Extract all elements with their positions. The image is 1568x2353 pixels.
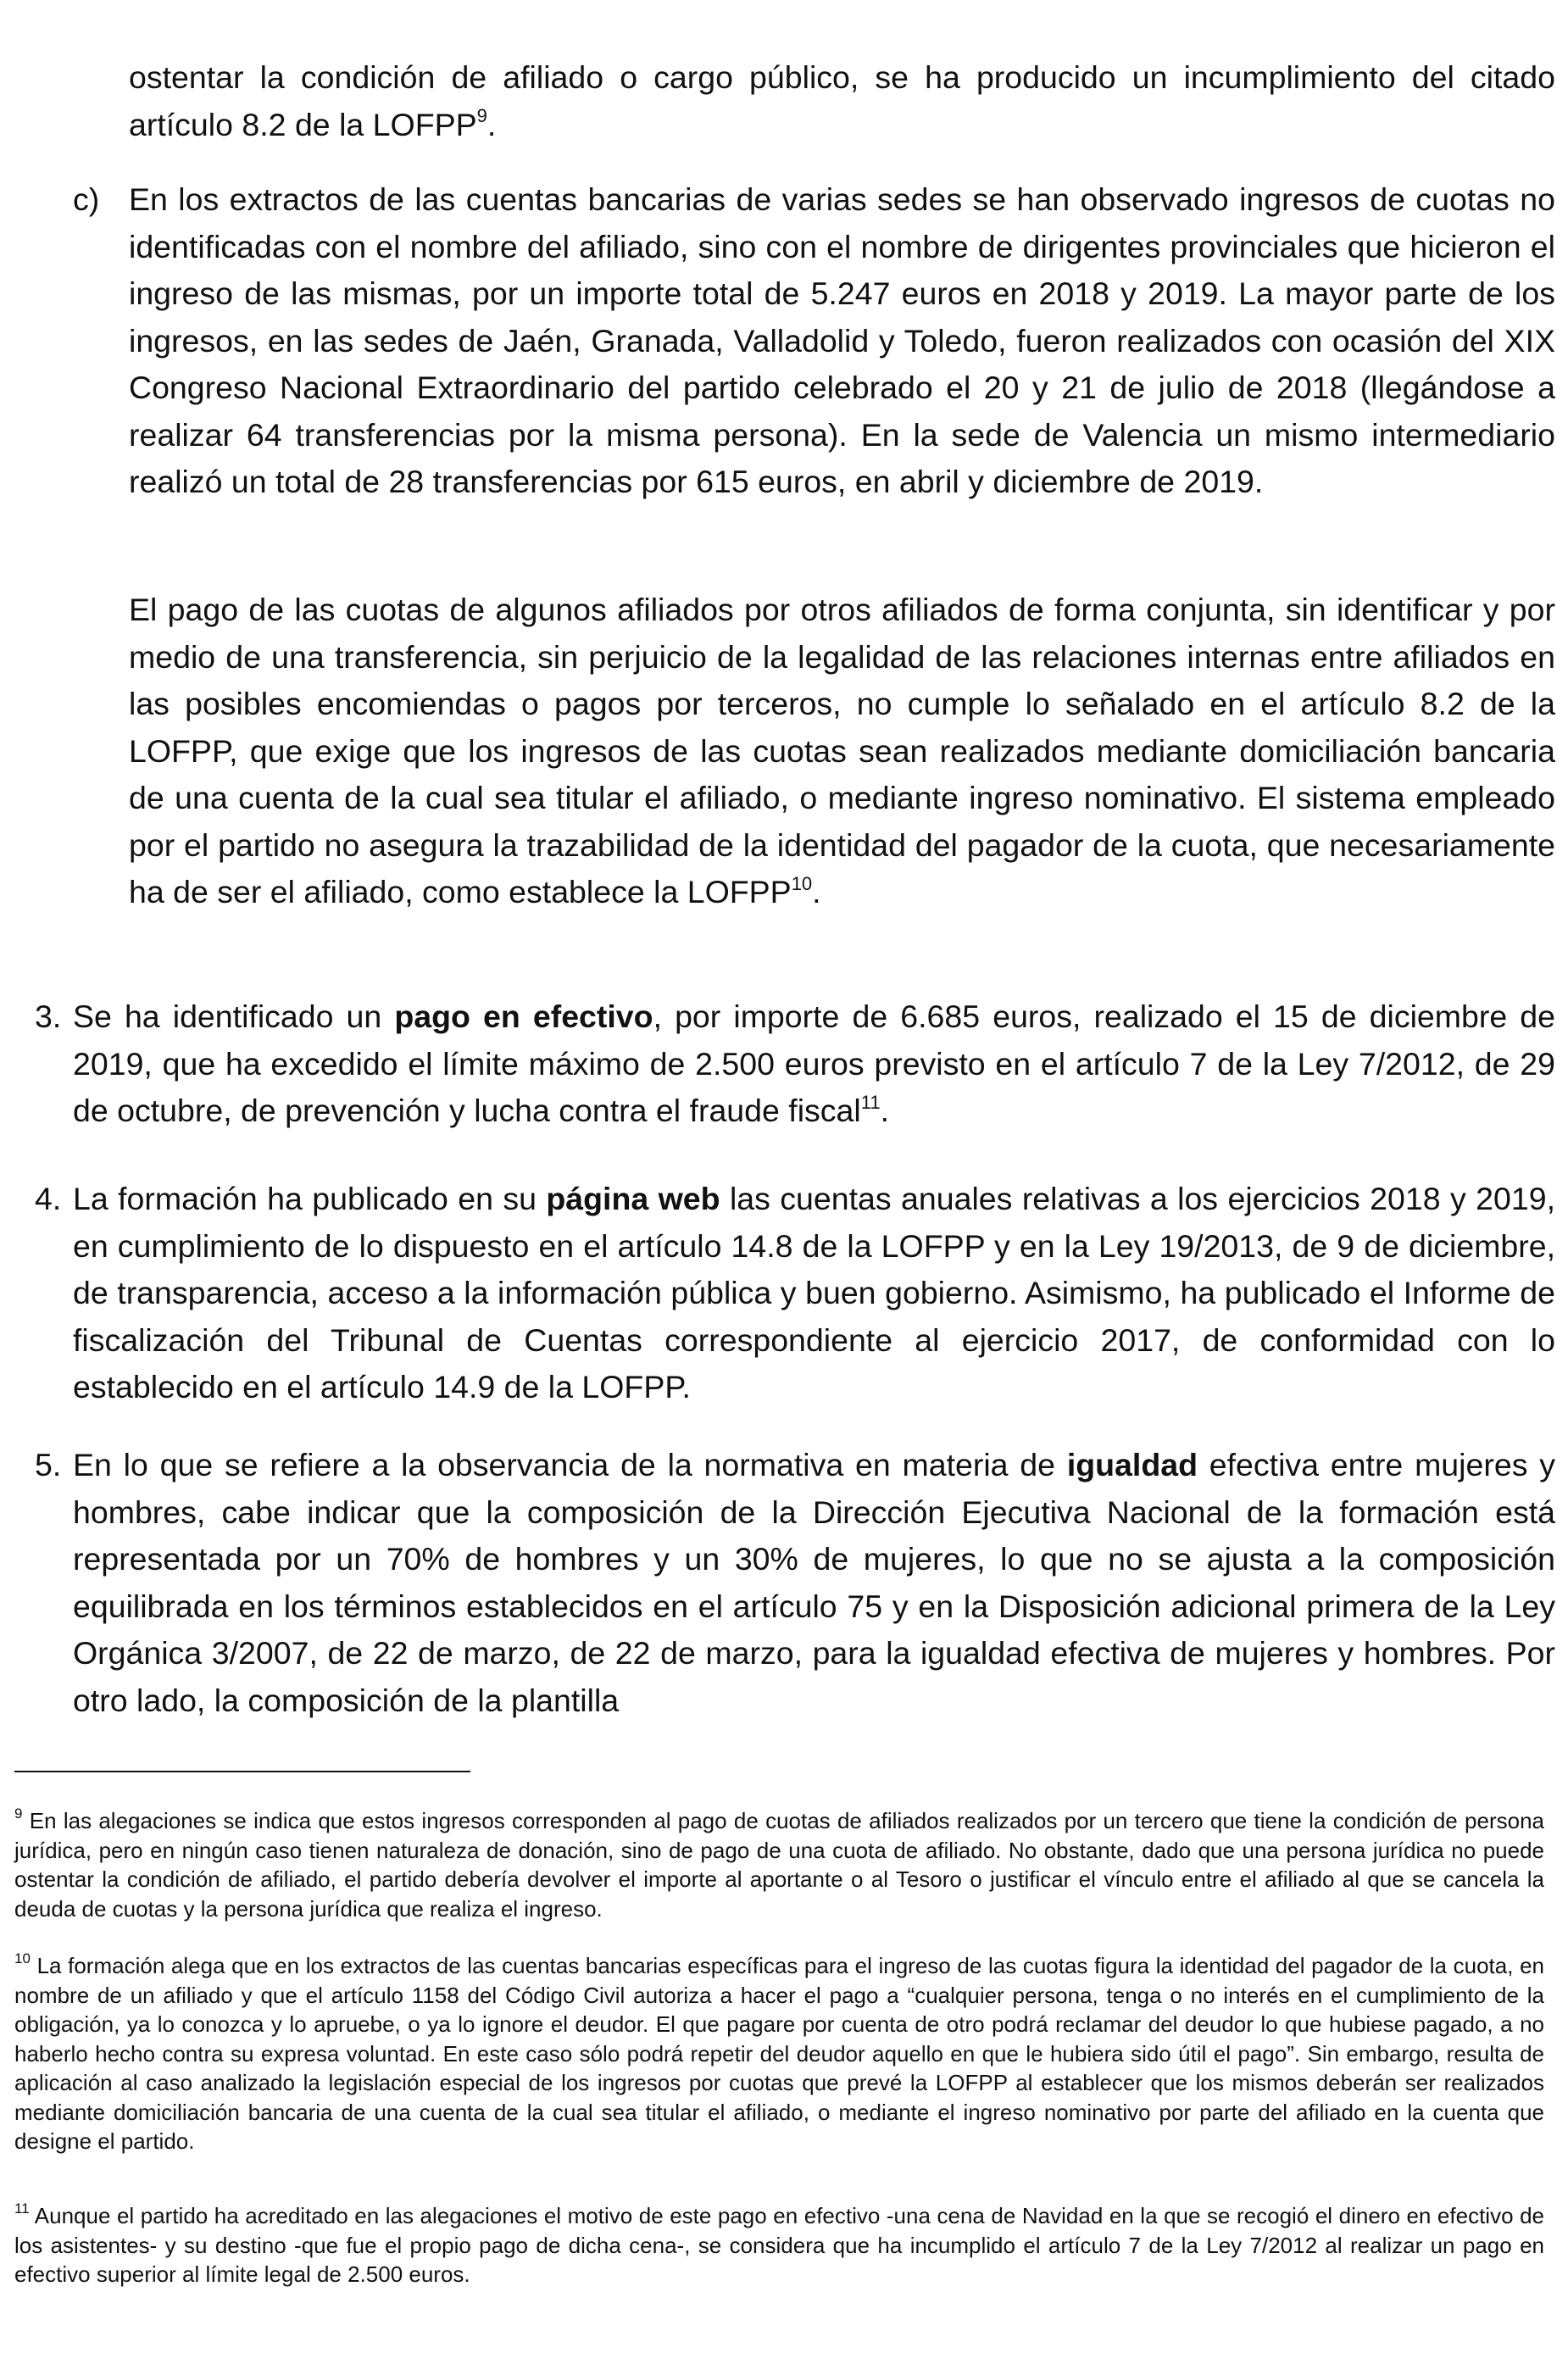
item-4-highlight: página web bbox=[546, 1181, 720, 1216]
footnote-ref-9[interactable]: 9 bbox=[476, 105, 487, 126]
footnote-separator bbox=[14, 1771, 470, 1772]
item-5-highlight: igualdad bbox=[1066, 1447, 1198, 1482]
item-c-second-paragraph: El pago de las cuotas de algunos afiliados por otros afiliados de forma conjunta, sin identificar y por medio de una transferencia, sin perjuicio de la legalidad de las relaciones internas entre afiliados en las posibles encomiendas o pagos por terceros, no cumple lo señalado en el artículo 8.2 de la LOFPP, que exige que los ingresos de las cuotas sean realizados mediante domiciliación bancaria de una cuenta de la cual sea titular el afiliado, o mediante ingreso nominativo. El sistema empleado por el partido no asegura la trazabilidad de la identidad del pagador de la cuota, que necesariamente ha de ser el afiliado, como establece la LOFPP$^{10}$. bbox=[129, 592, 1555, 909]
footnote-ref-11[interactable]: 11 bbox=[860, 1091, 881, 1113]
item-c-label: c) bbox=[73, 181, 100, 217]
item-3-label: 3. bbox=[35, 998, 62, 1034]
item-3-highlight: pago en efectivo bbox=[394, 998, 653, 1034]
item-5-label: 5. bbox=[35, 1447, 62, 1482]
footnote-number: 9 bbox=[14, 1805, 23, 1822]
item-4-paragraph: La formación ha publicado en su página web las cuentas anuales relativas a los ejercicios 2018 y 2019, en cumplimiento de lo dispuesto en el artículo 14.8 de la LOFPP y en la Ley 19/2013, de 9 de diciembre, de transparencia, acceso a la información pública y buen gobierno. Asimismo, ha publicado el Informe de fiscalización del Tribunal de Cuentas correspondiente al ejercicio 2017, de conformidad con lo establecido en el artículo 14.9 de la LOFPP. bbox=[73, 1181, 1555, 1405]
footnote-11: $^{11}$ Aunque el partido ha acreditado en las alegaciones el motivo de este pago en efectivo -una cena de Navidad en la que se recogió el dinero en efectivo de los asistentes- y su destino -que fue el propio pago de dicha cena-, se considera que ha incumplido el artículo 7 de la Ley 7/2012 al realizar un pago en efectivo superior al límite legal de 2.500 euros. bbox=[14, 2200, 1544, 2287]
item-4-label: 4. bbox=[35, 1181, 62, 1216]
footnote-ref-10[interactable]: 10 bbox=[791, 872, 813, 894]
item-3-paragraph: Se ha identificado un pago en efectivo, por importe de 6.685 euros, realizado el 15 de diciembre de 2019, que ha excedido el límite máximo de 2.500 euros previsto en el artículo 7 de la Ley 7/2012, de 29 de octubre, de prevención y lucha contra el fraude fiscal$^{11}$. bbox=[73, 998, 1555, 1128]
footnote-number: 10 bbox=[14, 1950, 31, 1967]
footnote-9: $^9$ En las alegaciones se indica que estos ingresos corresponden al pago de cuotas de afiliados realizados por un tercero que tiene la condición de persona jurídica, pero en ningún caso tienen naturaleza de donación, sino de pago de una cuota de afiliado. No obstante, dado que una persona jurídica no puede ostentar la condición de afiliado, el partido debería devolver el importe al aportante o al Tesoro o justificar el vínculo entre el afiliado al que se cancela la deuda de cuotas y la persona jurídica que realiza el ingreso. bbox=[14, 1805, 1544, 1922]
item-5-paragraph: En lo que se refiere a la observancia de la normativa en materia de igualdad efectiva entre mujeres y hombres, cabe indicar que la composición de la Dirección Ejecutiva Nacional de la formación está representada por un 70% de hombres y un 30% de mujeres, lo que no se ajusta a la composición equilibrada en los términos establecidos en el artículo 75 y en la Disposición adicional primera de la Ley Orgánica 3/2007, de 22 de marzo, de 22 de marzo, para la igualdad efectiva de mujeres y hombres. Por otro lado, la composición de la plantilla bbox=[73, 1447, 1555, 1718]
intro-paragraph: ostentar la condición de afiliado o cargo público, se ha producido un incumplimiento del citado artículo 8.2 de la LOFPP$^9$. bbox=[129, 59, 1555, 142]
intro-text: ostentar la condición de afiliado o cargo público, se ha producido un incumplimiento del citado artículo 8.2 de la LOFPP bbox=[129, 59, 1555, 142]
footnote-10: $^{10}$ La formación alega que en los extractos de las cuentas bancarias específicas para el ingreso de las cuotas figura la identidad del pagador de la cuota, en nombre de un afiliado y que el artículo 1158 del Código Civil autoriza a hacer el pago a “cualquier persona, tenga o no interés en el cumplimiento de la obligación, ya lo conozca y lo apruebe, o ya lo ignore el deudor. El que pagare por cuenta de otro podrá reclamar del deudor lo que hubiese pagado, a no haberlo hecho contra su expresa voluntad. En este caso sólo podrá repetir del deudor aquello en que le hubiera sido útil el pago”. Sin embargo, resulta de aplicación al caso analizado la legislación especial de los ingresos por cuotas que prevé la LOFPP al establecer que los mismos deberán ser realizados mediante domiciliación bancaria de una cuenta de la cual sea titular el afiliado, o mediante el ingreso nominativo por parte del afiliado en la cuenta que designe el partido. bbox=[14, 1950, 1544, 2154]
footnote-number: 11 bbox=[14, 2200, 30, 2217]
item-c-paragraph: En los extractos de las cuentas bancarias de varias sedes se han observado ingresos de cuotas no identificadas con el nombre del afiliado, sino con el nombre de dirigentes provinciales que hicieron el ingreso de las mismas, por un importe total de 5.247 euros en 2018 y 2019. La mayor parte de los ingresos, en las sedes de Jaén, Granada, Valladolid y Toledo, fueron realizados con ocasión del XIX Congreso Nacional Extraordinario del partido celebrado el 20 y 21 de julio de 2018 (llegándose a realizar 64 transferencias por la misma persona). En la sede de Valencia un mismo intermediario realizó un total de 28 transferencias por 615 euros, en abril y diciembre de 2019. bbox=[129, 181, 1555, 499]
